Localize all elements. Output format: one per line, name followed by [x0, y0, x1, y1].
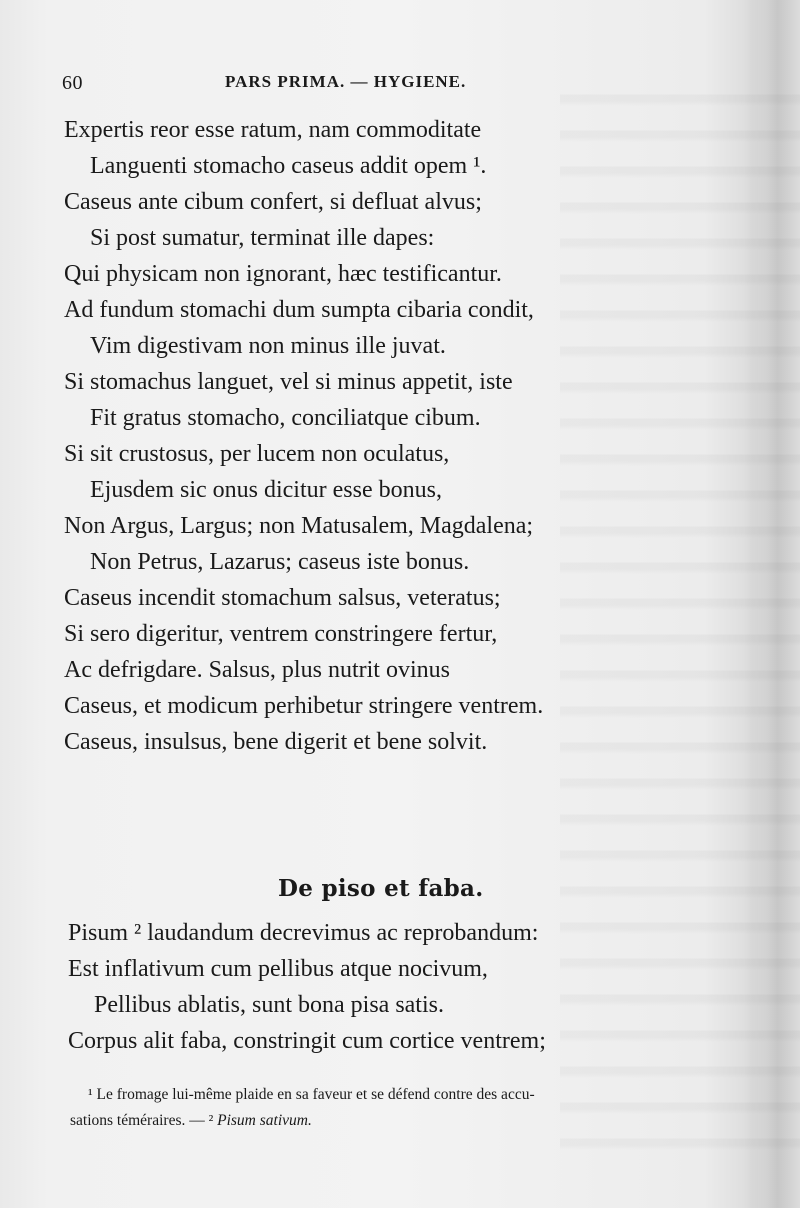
poem-line: Expertis reor esse ratum, nam commoditate [64, 117, 482, 143]
poem-line: Caseus incendit stomachum salsus, veteratus; [64, 585, 501, 611]
poem-line: Si stomachus languet, vel si minus appetit, iste [64, 369, 513, 395]
poem-line: Est inflativum cum pellibus atque nocivum, [68, 956, 488, 982]
poem-line: Caseus, insulsus, bene digerit et bene solvit. [64, 729, 488, 755]
poem-line: Pellibus ablatis, sunt bona pisa satis. [94, 992, 444, 1018]
running-head: PARS PRIMA. — HYGIENE. [225, 72, 467, 91]
poem-line: Ad fundum stomachi dum sumpta cibaria condit, [64, 297, 534, 323]
poem-line: Qui physicam non ignorant, hæc testificantur. [64, 261, 502, 287]
poem-line: Caseus ante cibum confert, si defluat alvus; [64, 189, 482, 215]
footnote-italic: Pisum sativum. [217, 1112, 312, 1129]
poem-line: Si sit crustosus, per lucem non oculatus, [64, 441, 450, 467]
poem-line: Si sero digeritur, ventrem constringere fertur, [64, 621, 498, 647]
poem-line: Non Petrus, Lazarus; caseus iste bonus. [90, 549, 470, 575]
poem-line: Corpus alit faba, constringit cum cortice ventrem; [68, 1028, 546, 1054]
poem-line: Vim digestivam non minus ille juvat. [90, 333, 446, 359]
poem-line: Fit gratus stomacho, conciliatque cibum. [90, 405, 481, 431]
poem-line: Caseus, et modicum perhibetur stringere ventrem. [64, 693, 544, 719]
section-title: De piso et faba. [278, 875, 484, 902]
poem-peas-beans [68, 915, 688, 1059]
footnotes [70, 1082, 710, 1134]
poem-line: Si post sumatur, terminat ille dapes: [90, 225, 435, 251]
footnote-line: ¹ Le fromage lui-même plaide en sa faveur et se défend contre des accu- [88, 1086, 535, 1103]
page-edge-shadow [744, 0, 800, 1208]
poem-line: Ejusdem sic onus dicitur esse bonus, [90, 477, 442, 503]
poem-line: Languenti stomacho caseus addit opem ¹. [90, 153, 487, 179]
poem-line: Pisum ² laudandum decrevimus ac reprobandum: [68, 920, 539, 946]
poem-line: Ac defrigdare. Salsus, plus nutrit ovinus [64, 657, 450, 683]
poem-cheese [64, 112, 684, 760]
poem-line: Non Argus, Largus; non Matusalem, Magdalena; [64, 513, 534, 539]
footnote-text: sations téméraires. — ² [70, 1112, 218, 1129]
footnote-line [70, 1108, 710, 1134]
page-number: 60 [62, 72, 83, 94]
page-header [62, 72, 562, 102]
